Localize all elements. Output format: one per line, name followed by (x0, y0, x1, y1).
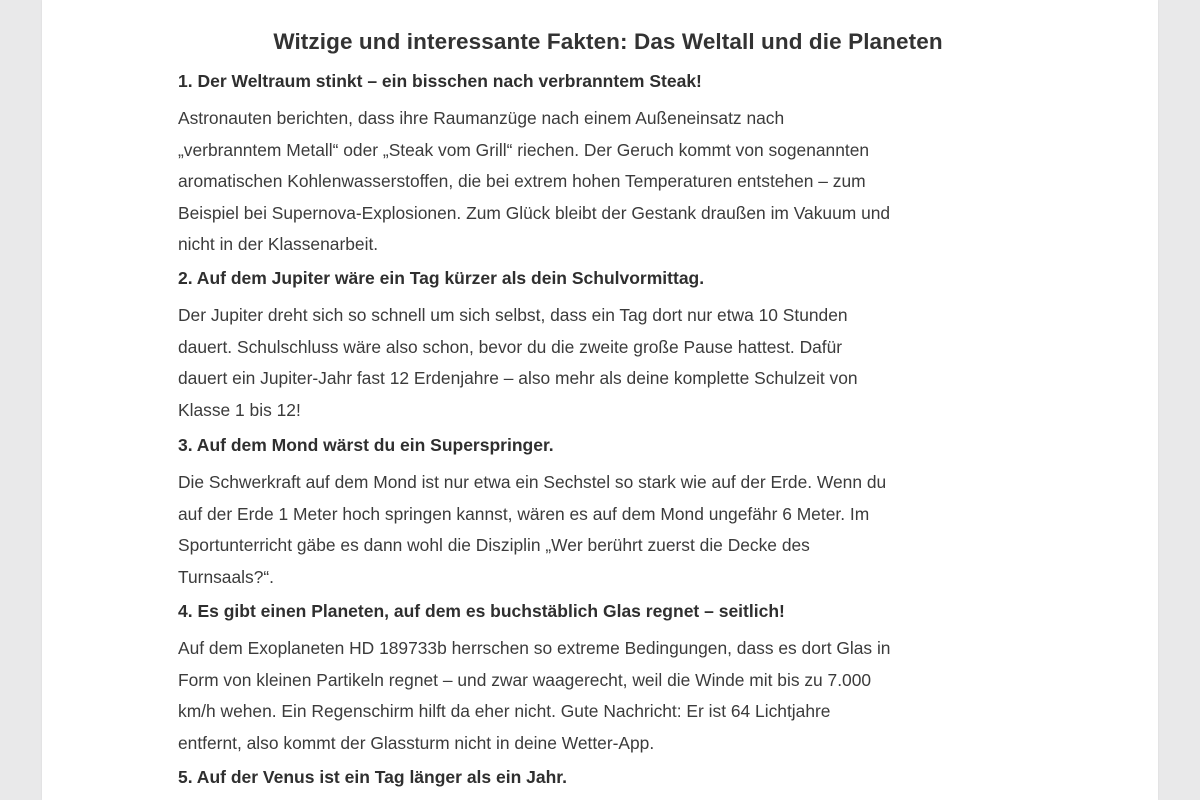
section-heading-3: 3. Auf dem Mond wärst du ein Superspringer. (178, 435, 554, 455)
section-heading-2: 2. Auf dem Jupiter wäre ein Tag kürzer als dein Schulvormittag. (178, 268, 705, 288)
body-line: Sportunterricht gäbe es dann wohl die Disziplin „Wer berührt zuerst die Decke des (178, 535, 810, 555)
body-line: nicht in der Klassenarbeit. (178, 234, 379, 254)
section-body-4 (178, 633, 1038, 759)
section-body-1 (178, 103, 1038, 261)
section-body-3 (178, 467, 1038, 593)
body-line: Astronauten berichten, dass ihre Raumanzüge nach einem Außeneinsatz nach (178, 108, 785, 128)
section-heading-5: 5. Auf der Venus ist ein Tag länger als ein Jahr. (178, 767, 568, 787)
body-line: Die Schwerkraft auf dem Mond ist nur etwa ein Sechstel so stark wie auf der Erde. Wenn du (178, 472, 887, 492)
body-line: „verbranntem Metall“ oder „Steak vom Grill“ riechen. Der Geruch kommt von sogenannten (178, 139, 870, 160)
body-line: km/h wehen. Ein Regenschirm hilft da eher nicht. Gute Nachricht: Er ist 64 Lichtjahre (178, 701, 831, 721)
body-line: auf der Erde 1 Meter hoch springen kannst, wären es auf dem Mond ungefähr 6 Meter. Im (178, 503, 870, 524)
body-line: Beispiel bei Supernova-Explosionen. Zum Glück bleibt der Gestank draußen im Vakuum und (178, 202, 891, 223)
body-line: Der Jupiter dreht sich so schnell um sich selbst, dass ein Tag dort nur etwa 10 Stunden (178, 305, 848, 325)
body-line: dauert ein Jupiter-Jahr fast 12 Erdenjahre – also mehr als deine komplette Schulzeit von (178, 368, 858, 388)
document-page (42, 0, 1158, 800)
body-line: Turnsaals?“. (178, 566, 275, 587)
body-line: dauert. Schulschluss wäre also schon, bevor du die zweite große Pause hattest. Dafür (178, 336, 843, 357)
body-line: entfernt, also kommt der Glassturm nicht in deine Wetter-App. (178, 732, 655, 753)
body-line: Auf dem Exoplaneten HD 189733b herrschen so extreme Bedingungen, dass es dort Glas in (178, 638, 891, 658)
body-line: aromatischen Kohlenwasserstoffen, die bei extrem hohen Temperaturen entstehen – zum (178, 171, 866, 191)
body-line: Form von kleinen Partikeln regnet – und zwar waagerecht, weil die Winde mit bis zu 7.000 (178, 669, 872, 690)
document-title: Witzige und interessante Fakten: Das Weltall und die Planeten (273, 29, 943, 54)
body-line: Klasse 1 bis 12! (178, 399, 301, 420)
section-body-2 (178, 300, 1038, 426)
section-heading-4: 4. Es gibt einen Planeten, auf dem es buchstäblich Glas regnet – seitlich! (178, 601, 785, 621)
section-heading-1: 1. Der Weltraum stinkt – ein bisschen nach verbranntem Steak! (178, 71, 702, 91)
